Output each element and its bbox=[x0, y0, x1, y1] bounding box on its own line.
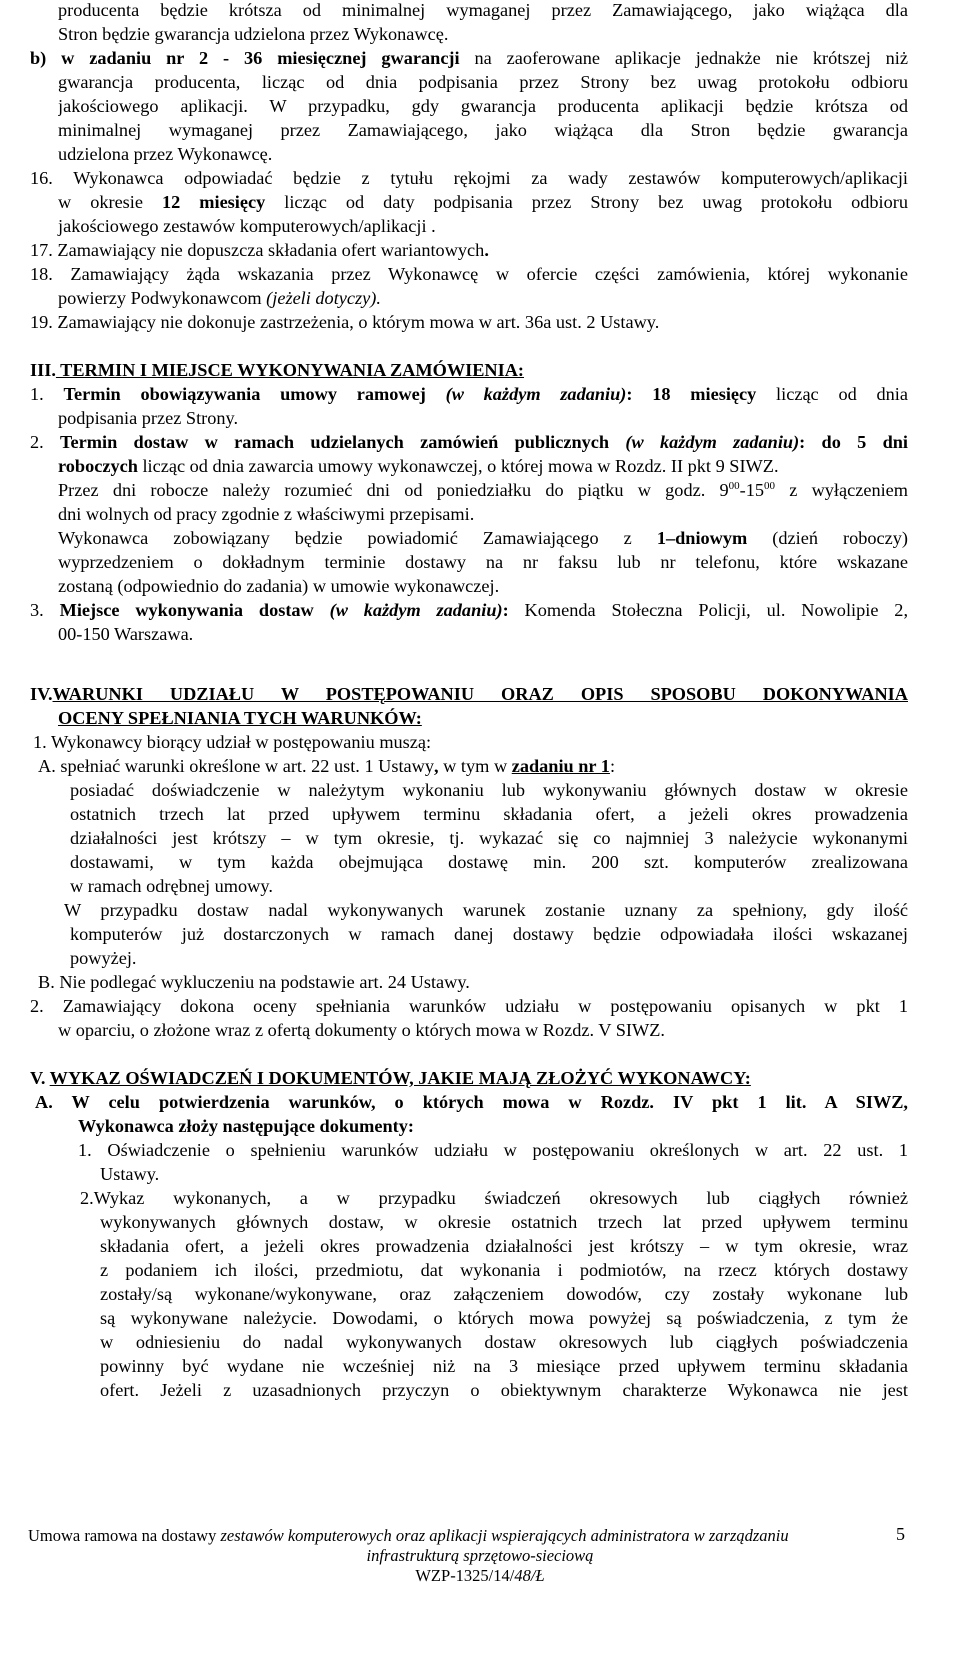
text-line bbox=[30, 682, 908, 706]
text-segment: -15 bbox=[739, 480, 765, 500]
text-segment: Miejsce wykonywania dostaw bbox=[59, 600, 314, 620]
text-segment: OCENY SPEŁNIANIA TYCH WARUNKÓW: bbox=[58, 708, 422, 728]
text-line bbox=[58, 478, 908, 502]
text-segment: gwarancja producenta, licząc od dnia podpisania przez Strony bez uwag protokołu odbioru bbox=[58, 72, 908, 92]
text-segment: zostały/są wykonane/wykonywane, oraz załączeniem dowodów, czy zostały wykonane lub bbox=[100, 1284, 908, 1304]
text-segment: W przypadku dostaw nadal wykonywanych warunek zostanie uznany za spełniony, gdy ilość bbox=[64, 900, 908, 920]
text-segment: 19. Zamawiający nie dokonuje zastrzeżenia, o którym mowa w art. 36a ust. 2 Ustawy. bbox=[30, 312, 660, 332]
text-line bbox=[100, 1282, 908, 1306]
text-line bbox=[70, 946, 137, 970]
text-line bbox=[30, 1066, 751, 1090]
text-line bbox=[100, 1162, 159, 1186]
text-line bbox=[64, 898, 908, 922]
text-segment: 1. bbox=[30, 384, 64, 404]
footer-line-3 bbox=[0, 1566, 960, 1586]
text-segment: ostatnich trzech lat przed upływem terminu składania ofert, a jeżeli okres prowadzenia bbox=[70, 804, 908, 824]
text-segment: 2. Zamawiający dokona oceny spełniania warunków udziału w postępowaniu opisanych w pkt 1 bbox=[30, 996, 908, 1016]
text-segment: składania ofert, a jeżeli okres prowadzenia działalności jest krótszy – w tym okresie, wraz bbox=[100, 1236, 908, 1256]
text-line bbox=[35, 1090, 908, 1114]
text-line bbox=[58, 70, 908, 94]
text-segment: podpisania przez Strony. bbox=[58, 408, 239, 428]
text-segment: Stron będzie gwarancja udzielona przez Wykonawcę. bbox=[58, 24, 449, 44]
text-segment: 18. Zamawiający żąda wskazania przez Wykonawcę w ofercie części zamówienia, której wykonanie bbox=[30, 264, 908, 284]
text-line bbox=[70, 778, 908, 802]
text-segment: wykonywanych głównych dostaw, w okresie ostatnich trzech lat przed upływem terminu bbox=[100, 1212, 908, 1232]
text-line bbox=[100, 1306, 908, 1330]
text-line bbox=[78, 1138, 908, 1162]
text-line bbox=[30, 262, 908, 286]
text-line bbox=[100, 1234, 908, 1258]
text-segment: Ustawy. bbox=[100, 1164, 160, 1184]
text-line bbox=[30, 166, 908, 190]
text-segment: 1. Wykonawcy biorący udział w postępowaniu muszą: bbox=[33, 732, 432, 752]
text-line bbox=[30, 598, 908, 622]
text-line bbox=[58, 22, 448, 46]
text-line bbox=[100, 1210, 908, 1234]
text-line bbox=[70, 826, 908, 850]
text-line bbox=[58, 142, 272, 166]
footer-reference: WZP-1325/14/ bbox=[415, 1566, 515, 1585]
text-segment: IV. bbox=[30, 684, 53, 704]
text-segment: Termin dostaw w ramach udzielanych zamówień publicznych bbox=[60, 432, 610, 452]
text-segment: 1–dniowym bbox=[656, 528, 748, 548]
text-line bbox=[58, 622, 193, 646]
text-segment: 16. Wykonawca odpowiadać będzie z tytułu rękojmi za wady zestawów komputerowych/aplikacji bbox=[30, 168, 908, 188]
text-segment: na zaoferowane aplikacje jednakże nie krótszej niż bbox=[459, 48, 908, 68]
text-line bbox=[30, 310, 659, 334]
text-segment: b) w zadaniu nr 2 - 36 miesięcznej gwarancji bbox=[30, 48, 460, 68]
text-segment: w oparciu, o złożone wraz z ofertą dokumenty o których mowa w Rozdz. V SIWZ. bbox=[58, 1020, 665, 1040]
text-line bbox=[58, 550, 908, 574]
text-line bbox=[58, 406, 238, 430]
text-segment: III. bbox=[30, 360, 56, 380]
text-segment: Wykonawca zobowiązany będzie powiadomić Zamawiającego z bbox=[58, 528, 657, 548]
text-line bbox=[58, 190, 908, 214]
text-segment: 1. Oświadczenie o spełnieniu warunków udziału w postępowaniu określonych w art. 22 ust. 1 bbox=[78, 1140, 908, 1160]
text-line bbox=[100, 1330, 908, 1354]
text-segment: zostaną (odpowiednio do zadania) w umowie wykonawczej. bbox=[58, 576, 500, 596]
text-line bbox=[33, 730, 431, 754]
text-line bbox=[30, 358, 524, 382]
text-line bbox=[58, 1018, 665, 1042]
text-segment: ofert. Jeżeli z uzasadnionych przyczyn o obiektywnym charakterze Wykonawca nie jest bbox=[100, 1380, 908, 1400]
text-line bbox=[38, 754, 615, 778]
text-segment: w tym w bbox=[438, 756, 512, 776]
text-line bbox=[30, 238, 489, 262]
text-segment: (dzień roboczy) bbox=[747, 528, 908, 548]
text-segment: udzielona przez Wykonawcę. bbox=[58, 144, 273, 164]
text-line bbox=[38, 970, 470, 994]
text-line bbox=[58, 0, 908, 22]
text-segment: 2.Wykaz wykonanych, a w przypadku świadczeń okresowych lub ciągłych również bbox=[80, 1188, 908, 1208]
text-segment: licząc od daty podpisania przez Strony bez uwag protokołu odbioru bbox=[265, 192, 908, 212]
text-segment: jakościowego aplikacji. W przypadku, gdy gwarancja producenta aplikacji będzie krótsza od bbox=[58, 96, 908, 116]
text-segment: (w każdym zadaniu) bbox=[329, 600, 503, 620]
text-segment: (w każdym zadaniu) bbox=[445, 384, 627, 404]
text-segment: , bbox=[434, 756, 439, 776]
footer-line-2: infrastrukturą sprzętowo-sieciową bbox=[366, 1546, 594, 1565]
text-segment: WYKAZ OŚWIADCZEŃ I DOKUMENTÓW, JAKIE MAJĄ ZŁOŻYĆ WYKONAWCY: bbox=[49, 1068, 751, 1088]
text-segment: z podaniem ich ilości, przedmiotu, dat wykonania i podmiotów, na rzecz których dostawy bbox=[100, 1260, 908, 1280]
text-segment: 12 miesięcy bbox=[161, 192, 266, 212]
text-segment bbox=[609, 432, 625, 452]
text-segment: powierzy Podwykonawcom bbox=[58, 288, 267, 308]
text-segment: wyprzedzeniem o dokładnym terminie dostawy na nr faksu lub nr telefonu, które wskazane bbox=[58, 552, 908, 572]
text-segment: działalności jest krótszy – w tym okresie, tj. wykazać się co najmniej 3 należycie wykonanymi bbox=[70, 828, 908, 848]
text-segment: : bbox=[609, 756, 616, 776]
text-segment: Przez dni robocze należy rozumieć dni od poniedziałku do piątku w godz. 9 bbox=[58, 480, 729, 500]
text-line bbox=[70, 802, 908, 826]
text-segment: powinny być wydane nie wcześniej niż na 3 miesiące przed upływem terminu składania bbox=[100, 1356, 908, 1376]
text-line bbox=[58, 118, 908, 142]
text-segment bbox=[314, 600, 330, 620]
text-segment bbox=[426, 384, 446, 404]
text-segment: licząc od dnia zawarcia umowy wykonawczej, o której mowa w Rozdz. II pkt 9 SIWZ. bbox=[137, 456, 779, 476]
text-line bbox=[58, 214, 436, 238]
text-segment: 00 bbox=[764, 479, 776, 492]
footer-reference-italic: 48/Ł bbox=[514, 1566, 545, 1585]
text-segment: dostawami, w tym każda obejmująca dostawę min. 200 szt. komputerów zrealizowana bbox=[70, 852, 908, 872]
text-segment: 00-150 Warszawa. bbox=[58, 624, 194, 644]
text-segment: TERMIN I MIEJSCE WYKONYWANIA ZAMÓWIENIA: bbox=[55, 360, 525, 380]
text-line bbox=[58, 454, 779, 478]
text-segment: są wykonywane należycie. Dowodami, o których mowa powyżej są poświadczenia, z tym że bbox=[100, 1308, 908, 1328]
text-segment: posiadać doświadczenie w należytym wykonaniu lub wykonywaniu głównych dostaw w okresie bbox=[70, 780, 908, 800]
text-segment: w okresie bbox=[58, 192, 162, 212]
text-line bbox=[70, 922, 908, 946]
text-segment: w odniesieniu do nadal wykonywanych dostaw okresowych lub ciągłych poświadczenia bbox=[100, 1332, 908, 1352]
text-segment: : bbox=[502, 600, 509, 620]
text-segment: (jeżeli dotyczy). bbox=[266, 288, 381, 308]
text-segment: z wyłączeniem bbox=[775, 480, 908, 500]
text-line bbox=[58, 286, 381, 310]
footer-line-1 bbox=[28, 1526, 789, 1546]
text-line bbox=[100, 1354, 908, 1378]
text-segment: : 18 miesięcy bbox=[626, 384, 757, 404]
page-number: 5 bbox=[896, 1524, 905, 1544]
text-line bbox=[30, 382, 908, 406]
text-line bbox=[58, 94, 908, 118]
text-segment: producenta będzie krótsza od minimalnej wymaganej przez Zamawiającego, jako wiążąca dla bbox=[58, 0, 908, 20]
text-segment: jakościowego zestawów komputerowych/aplikacji . bbox=[58, 216, 436, 236]
footer-text: Umowa ramowa na dostawy bbox=[28, 1526, 221, 1545]
text-segment: Komenda Stołeczna Policji, ul. Nowolipie 2, bbox=[508, 600, 908, 620]
text-segment: B. Nie podlegać wykluczeniu na podstawie art. 24 Ustawy. bbox=[38, 972, 470, 992]
text-line bbox=[58, 526, 908, 550]
text-segment: komputerów już dostarczonych w ramach danej dostawy będzie odpowiadała ilości wskazanej bbox=[70, 924, 908, 944]
text-line bbox=[70, 850, 908, 874]
text-segment: licząc od dnia bbox=[756, 384, 908, 404]
text-segment: minimalnej wymaganej przez Zamawiającego, jako wiążąca dla Stron będzie gwarancja bbox=[58, 120, 908, 140]
text-line bbox=[30, 994, 908, 1018]
text-segment: : do 5 dni bbox=[799, 432, 908, 452]
text-segment: WARUNKI UDZIAŁU W POSTĘPOWANIU ORAZ OPIS SPOSOBU DOKONYWANIA bbox=[52, 684, 908, 704]
text-line bbox=[58, 706, 422, 730]
text-segment: zadaniu nr 1 bbox=[511, 756, 610, 776]
text-segment: (w każdym zadaniu) bbox=[625, 432, 800, 452]
text-segment: 17. Zamawiający nie dopuszcza składania ofert wariantowych bbox=[30, 240, 485, 260]
text-segment: V. bbox=[30, 1068, 50, 1088]
text-segment: w ramach odrębnej umowy. bbox=[70, 876, 273, 896]
text-line bbox=[100, 1378, 908, 1402]
text-line bbox=[58, 502, 474, 526]
text-segment: 3. bbox=[30, 600, 60, 620]
text-line bbox=[78, 1114, 414, 1138]
text-segment: . bbox=[484, 240, 489, 260]
text-line bbox=[100, 1258, 908, 1282]
text-line bbox=[80, 1186, 908, 1210]
footer-text-italic: zestawów komputerowych oraz aplikacji wspierających administratora w zarządzaniu bbox=[220, 1526, 789, 1545]
text-segment: Wykonawca złoży następujące dokumenty: bbox=[78, 1116, 414, 1136]
text-segment: powyżej. bbox=[70, 948, 137, 968]
text-line bbox=[70, 874, 273, 898]
text-segment: 00 bbox=[728, 479, 740, 492]
text-segment: A. W celu potwierdzenia warunków, o których mowa w Rozdz. IV pkt 1 lit. A SIWZ, bbox=[35, 1092, 908, 1112]
text-segment: dni wolnych od pracy zgodnie z właściwymi przepisami. bbox=[58, 504, 475, 524]
text-segment: 2. bbox=[30, 432, 61, 452]
text-line bbox=[30, 46, 908, 70]
text-segment: Termin obowiązywania umowy ramowej bbox=[63, 384, 426, 404]
text-line bbox=[30, 430, 908, 454]
text-line bbox=[58, 574, 499, 598]
text-segment: roboczych bbox=[58, 456, 138, 476]
text-segment: A. spełniać warunki określone w art. 22 ust. 1 Ustawy bbox=[38, 756, 435, 776]
